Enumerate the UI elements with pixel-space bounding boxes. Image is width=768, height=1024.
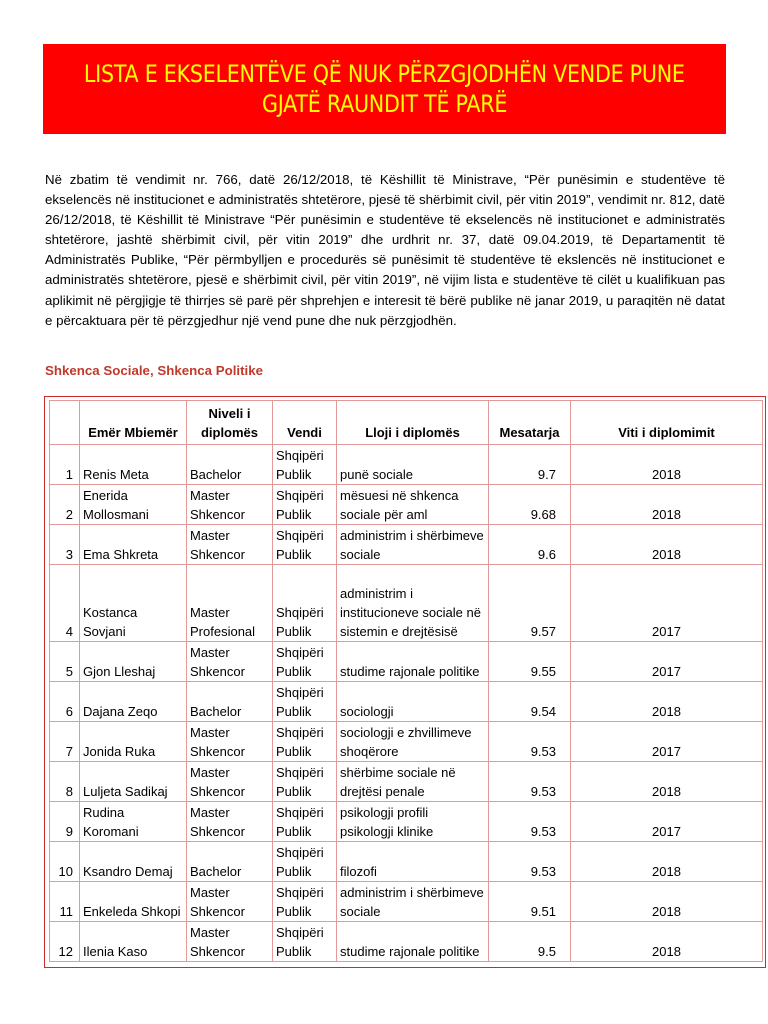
row-name: Enerida Mollosmani [80, 485, 187, 525]
row-country: Shqipëri Publik [273, 882, 337, 922]
row-average: 9.53 [489, 802, 571, 842]
row-type: studime rajonale politike [337, 642, 489, 682]
table-row [50, 842, 763, 882]
row-name: Ksandro Demaj [80, 842, 187, 882]
row-number: 5 [50, 642, 80, 682]
row-level: Master Shkencor [187, 642, 273, 682]
row-name: Ema Shkreta [80, 525, 187, 565]
row-average: 9.51 [489, 882, 571, 922]
row-country: Shqipëri Publik [273, 922, 337, 962]
row-name: Gjon Lleshaj [80, 642, 187, 682]
table-row [50, 882, 763, 922]
row-number: 2 [50, 485, 80, 525]
students-table-frame [44, 396, 766, 968]
row-year: 2017 [571, 802, 763, 842]
row-level: Bachelor [187, 682, 273, 722]
table-row [50, 565, 763, 642]
row-type: mësuesi në shkenca sociale për aml [337, 485, 489, 525]
table-row [50, 722, 763, 762]
students-table [49, 400, 763, 962]
row-country: Shqipëri Publik [273, 722, 337, 762]
title-line-2: GJATË RAUNDIT TË PARË [261, 90, 508, 118]
table-row [50, 525, 763, 565]
row-level: Master Shkencor [187, 922, 273, 962]
row-type: administrim i institucioneve sociale në sistemin e drejtësisë [337, 565, 489, 642]
row-name: Jonida Ruka [80, 722, 187, 762]
row-level: Bachelor [187, 445, 273, 485]
row-type: filozofi [337, 842, 489, 882]
intro-paragraph: Në zbatim të vendimit nr. 766, datë 26/12/2018, të Këshillit të Ministrave, “Për punësimin e studentëve të ekselencës në institucionet e administratës shtetërore, pjesë të shërbimit civil, për vitin 2019”, vendimit nr. 812, datë 26/12/2018, të Këshillit të Ministrave “Për punësimin e studentëve të ekselencës në institucionet e administratës shtetërore, jashtë shërbimit civil, për vitin 2019” dhe urdhrit nr. 37, datë 09.04.2019, të Departamentit të Administratës Publike, “Për përmbylljen e procedurës së punësimit të studentëve të ekslencës në institucionet e administratës shtetërore, pjesë e shërbimit civil, për vitin 2019”, në vijim lista e studentëve të cilët u kualifikuan pas aplikimit në përgjigje të thirrjes së parë për shprehjen e interesit të bërë publike në janar 2019, u paraqitën në datat e përcaktuara për të përzgjedhur një vend pune dhe nuk përzgjodhën. [45, 172, 725, 328]
row-number: 3 [50, 525, 80, 565]
row-number: 6 [50, 682, 80, 722]
row-type: shërbime sociale në drejtësi penale [337, 762, 489, 802]
header-year: Viti i diplomimit [571, 401, 763, 445]
row-type: punë sociale [337, 445, 489, 485]
table-row [50, 682, 763, 722]
row-country: Shqipëri Publik [273, 642, 337, 682]
row-number: 11 [50, 882, 80, 922]
row-name: Enkeleda Shkopi [80, 882, 187, 922]
table-row [50, 642, 763, 682]
title-banner [43, 44, 726, 134]
row-type: psikologji profili psikologji klinike [337, 802, 489, 842]
row-number: 9 [50, 802, 80, 842]
row-country: Shqipëri Publik [273, 802, 337, 842]
header-level: Niveli i diplomës [187, 401, 273, 445]
row-number: 12 [50, 922, 80, 962]
table-row [50, 802, 763, 842]
table-row [50, 445, 763, 485]
row-year: 2018 [571, 842, 763, 882]
row-level: Bachelor [187, 842, 273, 882]
header-type: Lloji i diplomës [337, 401, 489, 445]
row-level: Master Shkencor [187, 882, 273, 922]
row-number: 8 [50, 762, 80, 802]
table-row [50, 762, 763, 802]
row-year: 2018 [571, 445, 763, 485]
row-average: 9.5 [489, 922, 571, 962]
row-level: Master Shkencor [187, 802, 273, 842]
table-header-row [50, 401, 763, 445]
row-name: Luljeta Sadikaj [80, 762, 187, 802]
header-num [50, 401, 80, 445]
row-average: 9.53 [489, 722, 571, 762]
table-row [50, 922, 763, 962]
section-title: Shkenca Sociale, Shkenca Politike [45, 363, 264, 378]
header-average: Mesatarja [489, 401, 571, 445]
row-country: Shqipëri Publik [273, 565, 337, 642]
row-type: administrim i shërbimeve sociale [337, 882, 489, 922]
header-country: Vendi [273, 401, 337, 445]
row-average: 9.53 [489, 762, 571, 802]
row-country: Shqipëri Publik [273, 525, 337, 565]
row-country: Shqipëri Publik [273, 682, 337, 722]
row-country: Shqipëri Publik [273, 842, 337, 882]
row-year: 2018 [571, 525, 763, 565]
row-average: 9.57 [489, 565, 571, 642]
row-name: Renis Meta [80, 445, 187, 485]
row-level: Master Shkencor [187, 525, 273, 565]
row-name: Kostanca Sovjani [80, 565, 187, 642]
row-level: Master Shkencor [187, 762, 273, 802]
header-name: Emër Mbiemër [80, 401, 187, 445]
row-year: 2018 [571, 485, 763, 525]
row-year: 2018 [571, 882, 763, 922]
row-average: 9.53 [489, 842, 571, 882]
row-year: 2018 [571, 922, 763, 962]
row-number: 1 [50, 445, 80, 485]
row-country: Shqipëri Publik [273, 762, 337, 802]
row-type: sociologji [337, 682, 489, 722]
row-number: 10 [50, 842, 80, 882]
row-number: 4 [50, 565, 80, 642]
row-average: 9.55 [489, 642, 571, 682]
row-number: 7 [50, 722, 80, 762]
row-year: 2017 [571, 565, 763, 642]
row-name: Ilenia Kaso [80, 922, 187, 962]
row-type: administrim i shërbimeve sociale [337, 525, 489, 565]
row-country: Shqipëri Publik [273, 445, 337, 485]
row-year: 2017 [571, 642, 763, 682]
row-average: 9.7 [489, 445, 571, 485]
row-year: 2018 [571, 762, 763, 802]
row-year: 2018 [571, 682, 763, 722]
row-level: Master Shkencor [187, 722, 273, 762]
row-average: 9.68 [489, 485, 571, 525]
row-type: studime rajonale politike [337, 922, 489, 962]
row-country: Shqipëri Publik [273, 485, 337, 525]
row-level: Master Profesional [187, 565, 273, 642]
row-type: sociologji e zhvillimeve shoqërore [337, 722, 489, 762]
row-average: 9.54 [489, 682, 571, 722]
row-average: 9.6 [489, 525, 571, 565]
row-level: Master Shkencor [187, 485, 273, 525]
row-name: Rudina Koromani [80, 802, 187, 842]
row-year: 2017 [571, 722, 763, 762]
table-row [50, 485, 763, 525]
row-name: Dajana Zeqo [80, 682, 187, 722]
title-line-1: LISTA E EKSELENTËVE QË NUK PËRZGJODHËN VENDE PUNE [84, 60, 685, 88]
